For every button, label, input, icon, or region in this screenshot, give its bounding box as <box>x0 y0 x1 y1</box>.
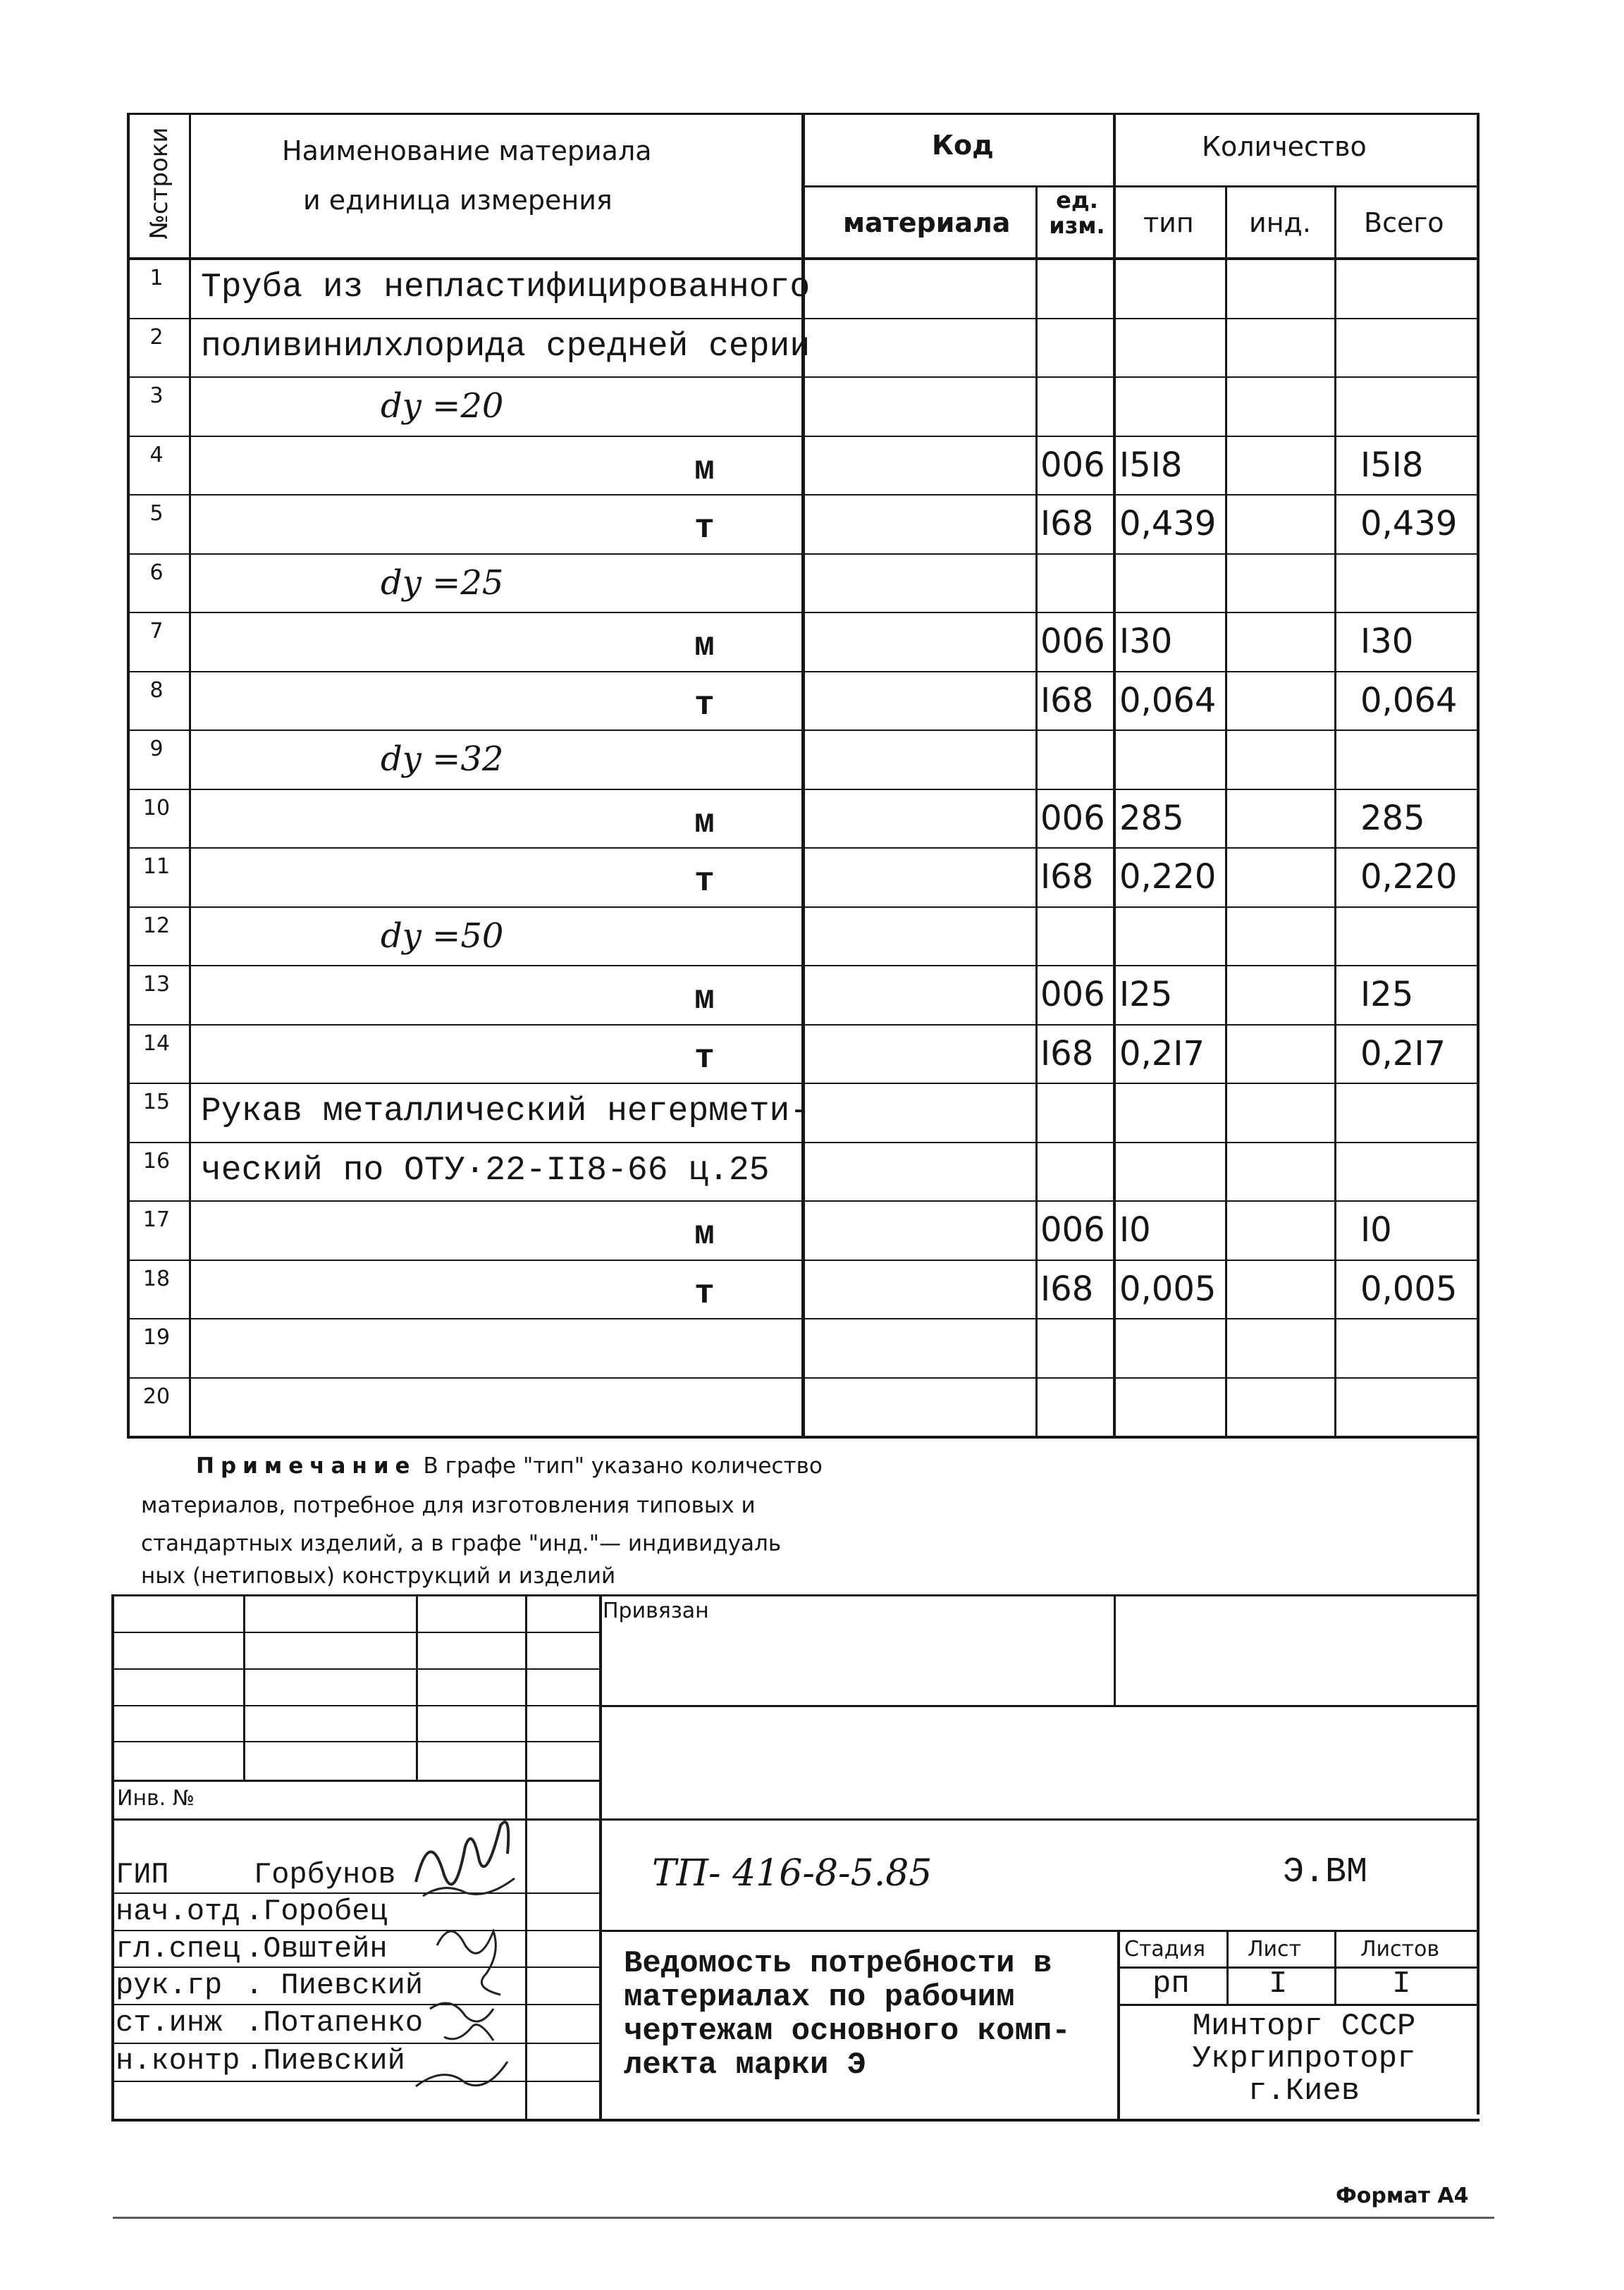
note-line1-text: В графе "тип" указано количество <box>416 1453 823 1479</box>
material-name: Труба из непластифицированного <box>201 269 811 307</box>
unit-code: 006 <box>1040 622 1105 661</box>
unit-code: 006 <box>1040 799 1105 838</box>
table-border-right <box>1477 113 1480 2114</box>
type-quantity: 0,2I7 <box>1119 1034 1205 1073</box>
unit-of-measure: т <box>694 1040 715 1078</box>
row-line <box>127 1260 1480 1261</box>
unit-header-line1: ед. <box>1056 187 1098 214</box>
table-col-line <box>189 113 191 1438</box>
note-line4: ных (нетиповых) конструкций и изделий <box>141 1563 616 1589</box>
table-border-bottom <box>127 1436 1480 1439</box>
row-line <box>127 612 1480 613</box>
total-quantity: 0,064 <box>1360 681 1458 720</box>
row-number: 16 <box>142 1149 171 1174</box>
unit-header <box>1042 187 1112 238</box>
row-line <box>127 1024 1480 1026</box>
type-quantity: 0,064 <box>1119 681 1217 720</box>
stamp-grid-line <box>1226 1930 1229 2005</box>
row-number: 8 <box>149 678 164 703</box>
stamp-grid-line <box>416 1594 418 1781</box>
name-header-line1: Наименование материала <box>282 135 652 166</box>
document-code: ТП- 416-8-5.85 <box>652 1852 933 1895</box>
note-line1 <box>196 1453 823 1479</box>
type-quantity: 0,439 <box>1119 504 1217 543</box>
signature-role: ст.инж <box>116 2006 223 2040</box>
document-title <box>624 1947 1071 2082</box>
unit-code: I68 <box>1040 857 1094 897</box>
stamp-main-divider <box>599 1594 602 2119</box>
unit-of-measure: м <box>694 980 715 1018</box>
signature-name: .Пиевский <box>245 2044 405 2078</box>
signature-name: . Пиевский <box>245 1969 424 2002</box>
sheets-value: I <box>1392 1966 1411 2002</box>
row-line <box>127 906 1480 908</box>
code-header: Код <box>932 130 994 161</box>
document-title-line: Ведомость потребности в <box>624 1946 1052 1981</box>
row-number: 6 <box>149 560 164 585</box>
stamp-grid-line <box>599 1705 1480 1707</box>
row-line <box>127 847 1480 849</box>
type-quantity: I0 <box>1119 1210 1151 1250</box>
stamp-grid-line <box>1117 2004 1480 2006</box>
unit-of-measure: т <box>694 1275 715 1313</box>
document-mark: Э.ВМ <box>1283 1852 1368 1892</box>
stamp-grid-line <box>1114 1594 1116 1707</box>
stamp-grid-line <box>243 1594 245 1781</box>
total-quantity: 285 <box>1360 799 1425 838</box>
row-number: 2 <box>149 325 164 350</box>
row-number: 20 <box>142 1384 171 1409</box>
total-quantity: I0 <box>1360 1210 1392 1250</box>
row-number: 14 <box>142 1031 171 1056</box>
unit-code: 006 <box>1040 445 1105 485</box>
table-col-line <box>1113 113 1116 1438</box>
stamp-grid-line <box>599 1930 1480 1932</box>
signature-name: .Потапенко <box>245 2006 424 2040</box>
type-quantity: 0,005 <box>1119 1269 1217 1309</box>
unit-code: I68 <box>1040 504 1094 543</box>
signature-name: .Горобец <box>245 1895 388 1928</box>
row-line <box>127 965 1480 966</box>
row-line <box>127 494 1480 495</box>
unit-code: I68 <box>1040 1034 1094 1073</box>
unit-code: I68 <box>1040 681 1094 720</box>
quantity-header: Количество <box>1202 131 1367 162</box>
row-line <box>127 1377 1480 1379</box>
unit-of-measure: м <box>694 804 715 842</box>
type-quantity: I30 <box>1119 622 1173 661</box>
row-line <box>127 730 1480 731</box>
document-title-line: материалах по рабочим <box>624 1980 1015 2015</box>
row-line <box>127 318 1480 319</box>
table-col-line <box>1334 187 1336 1438</box>
total-quantity: I25 <box>1360 975 1414 1014</box>
unit-of-measure: м <box>694 451 715 489</box>
format-label: Формат А4 <box>1336 2184 1469 2208</box>
total-header: Всего <box>1364 207 1444 238</box>
row-number: 3 <box>149 383 164 408</box>
row-line <box>127 376 1480 378</box>
table-col-line <box>1225 187 1227 1438</box>
total-quantity: 0,2I7 <box>1360 1034 1446 1073</box>
material-name: Рукав металлический негермети- <box>201 1092 811 1131</box>
unit-code: 006 <box>1040 975 1105 1014</box>
total-quantity: 0,439 <box>1360 504 1458 543</box>
sheet-label: Лист <box>1248 1937 1302 1962</box>
organization-line: Укргипроторг <box>1192 2041 1416 2076</box>
row-line <box>127 553 1480 555</box>
row-number: 19 <box>142 1325 171 1350</box>
total-quantity: 0,005 <box>1360 1269 1458 1309</box>
row-number: 17 <box>142 1207 171 1232</box>
stamp-grid-line <box>113 1632 599 1633</box>
type-header: тип <box>1143 207 1194 238</box>
row-line <box>127 1318 1480 1319</box>
row-number: 18 <box>142 1267 171 1291</box>
row-number: 13 <box>142 972 171 997</box>
type-quantity: 0,220 <box>1119 857 1217 897</box>
row-line <box>127 1083 1480 1084</box>
signature-role: н.контр <box>116 2044 240 2078</box>
material-name: dy =25 <box>381 563 504 603</box>
row-number: 10 <box>142 796 171 820</box>
signature-role: гл.спец <box>116 1932 240 1966</box>
organization <box>1135 2010 1473 2107</box>
row-line <box>127 1142 1480 1143</box>
header-bottom-line <box>127 257 1480 260</box>
material-name: dy =20 <box>381 386 504 426</box>
row-number-header: №строки <box>145 127 173 240</box>
row-number: 15 <box>142 1090 171 1114</box>
material-code-header: материала <box>843 207 1011 238</box>
note-label: Примечание <box>196 1453 417 1479</box>
row-line <box>127 1200 1480 1202</box>
bound-label: Привязан <box>603 1599 709 1623</box>
stamp-bottom-line <box>111 2119 1480 2122</box>
material-name: dy =32 <box>381 739 504 779</box>
total-quantity: I30 <box>1360 622 1414 661</box>
type-quantity: 285 <box>1119 799 1184 838</box>
stamp-grid-line <box>113 1741 599 1742</box>
table-border-left <box>127 113 130 1438</box>
header-sub-line <box>801 185 1480 187</box>
row-line <box>127 671 1480 672</box>
sheets-label: Листов <box>1360 1937 1440 1962</box>
unit-of-measure: м <box>694 1216 715 1254</box>
row-line <box>127 789 1480 790</box>
type-quantity: I25 <box>1119 975 1173 1014</box>
row-number: 9 <box>149 737 164 761</box>
stamp-grid-line <box>113 1705 599 1706</box>
unit-header-line2: изм. <box>1049 212 1105 239</box>
table-border-top <box>127 113 1480 115</box>
total-quantity: 0,220 <box>1360 857 1458 897</box>
note-line3: стандартных изделий, а в графе "инд."— индивидуаль <box>141 1531 782 1556</box>
row-number: 11 <box>142 854 171 879</box>
organization-line: г.Киев <box>1248 2074 1360 2109</box>
unit-of-measure: т <box>694 687 715 725</box>
row-line <box>127 436 1480 437</box>
stage-label: Стадия <box>1124 1937 1206 1962</box>
material-name: dy =50 <box>381 916 504 956</box>
signature-name: .Овштейн <box>245 1932 388 1966</box>
stamp-grid-line <box>113 1780 599 1782</box>
stamp-grid-line <box>1117 1930 1120 2120</box>
total-quantity: I5I8 <box>1360 445 1424 485</box>
unit-of-measure: т <box>694 863 715 901</box>
signature-scribbles <box>395 1804 564 2114</box>
signature-role: ГИП <box>116 1858 169 1892</box>
material-name: поливинилхлорида средней серии <box>201 328 811 366</box>
stage-value: рп <box>1152 1966 1190 2002</box>
stamp-grid-line <box>113 1668 599 1670</box>
signature-name: Горбунов <box>254 1858 396 1892</box>
material-name: ческий по ОТУ·22-II8-66 ц.25 <box>201 1152 770 1190</box>
type-quantity: I5I8 <box>1119 445 1183 485</box>
unit-code: I68 <box>1040 1269 1094 1309</box>
unit-of-measure: т <box>694 510 715 548</box>
row-number: 5 <box>149 501 164 526</box>
unit-of-measure: м <box>694 627 715 665</box>
row-number: 1 <box>149 266 164 290</box>
note-line2: материалов, потребное для изготовления типовых и <box>141 1493 756 1518</box>
sheet-value: I <box>1269 1966 1288 2002</box>
row-number: 4 <box>149 443 164 467</box>
name-header-line2: и единица измерения <box>303 185 613 216</box>
document-title-line: лекта марки Э <box>624 2048 866 2083</box>
document-title-line: чертежам основного комп- <box>624 2014 1071 2049</box>
signature-role: нач.отд <box>116 1895 240 1928</box>
stamp-grid-line <box>1334 1930 1336 2005</box>
table-col-line <box>1035 187 1038 1438</box>
ind-header: инд. <box>1249 207 1311 238</box>
row-number: 12 <box>142 913 171 938</box>
organization-line: Минторг СССР <box>1192 2009 1416 2044</box>
stamp-grid-line <box>599 1818 1480 1821</box>
signature-role: рук.гр <box>116 1969 223 2002</box>
row-number: 7 <box>149 619 164 644</box>
footer-line <box>113 2217 1494 2219</box>
table-col-line <box>801 113 805 1438</box>
unit-code: 006 <box>1040 1210 1105 1250</box>
inv-no-label: Инв. № <box>117 1786 195 1811</box>
stamp-top-line <box>113 1594 1480 1596</box>
